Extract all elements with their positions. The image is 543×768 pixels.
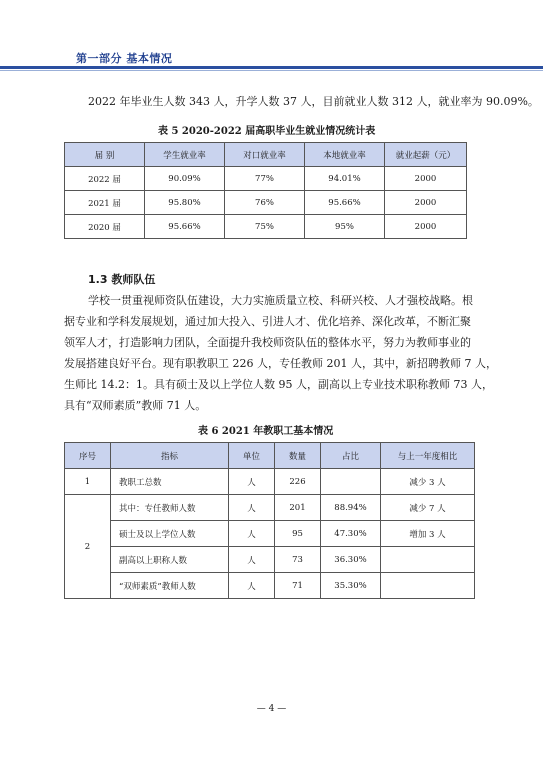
table-cell: 增加 3 人 [381, 521, 475, 547]
table-cell: 35.30% [321, 573, 381, 599]
table6-header-cell: 与上一年度相比 [381, 443, 475, 469]
table-cell: 2020 届 [65, 215, 145, 239]
table-cell: 2022 届 [65, 167, 145, 191]
table6-header-cell: 指标 [111, 443, 229, 469]
table5-header-cell: 就业起薪（元） [385, 143, 467, 167]
table-cell: 人 [229, 495, 275, 521]
table-cell: 36.30% [321, 547, 381, 573]
paragraph-line: 据专业和学科发展规划，通过加大投入、引进人才、优化培养、深化改革，不断汇聚 [64, 315, 471, 328]
intro-text: 2022 年毕业生人数 343 人，升学人数 37 人，目前就业人数 312 人，就业率为 90.09%。 [88, 95, 539, 108]
table-cell: 73 [275, 547, 321, 573]
page-header [0, 0, 543, 72]
table-row [65, 167, 467, 191]
table-cell [381, 573, 475, 599]
table-cell: 2000 [385, 191, 467, 215]
header-rule-thin [0, 70, 543, 71]
table6-header-cell: 单位 [229, 443, 275, 469]
table-cell: 90.09% [145, 167, 225, 191]
table-cell: 95% [305, 215, 385, 239]
paragraph-line: 发展搭建良好平台。现有职教职工 226 人，专任教师 201 人，其中，新招聘教师 7 人， [64, 357, 497, 370]
table-cell: 人 [229, 469, 275, 495]
table6-header-cell: 占比 [321, 443, 381, 469]
table-row [65, 191, 467, 215]
table-row [65, 547, 475, 573]
table-row [65, 215, 467, 239]
table-cell: 76% [225, 191, 305, 215]
header-title: 第一部分 基本情况 [76, 52, 173, 65]
table-cell: 77% [225, 167, 305, 191]
table-cell: 75% [225, 215, 305, 239]
table-cell: 其中：专任教师人数 [111, 495, 229, 521]
table-row [65, 469, 475, 495]
table6-header-cell: 序号 [65, 443, 111, 469]
paragraph-line: 学校一贯重视师资队伍建设，大力实施质量立校、科研兴校、人才强校战略。根 [88, 294, 473, 307]
table6-caption: 表 6 2021 年教职工基本情况 [198, 426, 334, 437]
table-cell: 副高以上职称人数 [111, 547, 229, 573]
table6 [64, 442, 475, 599]
table5-header-cell: 本地就业率 [305, 143, 385, 167]
table-cell: 减少 7 人 [381, 495, 475, 521]
table-row [65, 573, 475, 599]
table5-header-cell: 届 别 [65, 143, 145, 167]
table-cell: 人 [229, 521, 275, 547]
table6-header-cell: 数量 [275, 443, 321, 469]
table-row [65, 495, 475, 521]
table5-header-cell: 学生就业率 [145, 143, 225, 167]
table-cell: 95.80% [145, 191, 225, 215]
table-cell: 教职工总数 [111, 469, 229, 495]
table-cell: “双师素质”教师人数 [111, 573, 229, 599]
table-cell: 减少 3 人 [381, 469, 475, 495]
table-cell: 226 [275, 469, 321, 495]
table-cell: 95.66% [145, 215, 225, 239]
table-cell: 2000 [385, 167, 467, 191]
table5 [64, 142, 467, 239]
table5-caption: 表 5 2020-2022 届高职毕业生就业情况统计表 [158, 126, 376, 137]
table-cell: 71 [275, 573, 321, 599]
table-cell: 硕士及以上学位人数 [111, 521, 229, 547]
paragraph-line: 生师比 14.2：1。具有硕士及以上学位人数 95 人，副高以上专业技术职称教师 73 人， [64, 378, 493, 391]
table-cell [321, 469, 381, 495]
table-cell: 95.66% [305, 191, 385, 215]
table-cell: 2021 届 [65, 191, 145, 215]
table-cell: 2000 [385, 215, 467, 239]
table-cell: 人 [229, 573, 275, 599]
table-cell: 47.30% [321, 521, 381, 547]
table-cell: 2 [65, 495, 111, 599]
table-cell: 人 [229, 547, 275, 573]
table-cell: 95 [275, 521, 321, 547]
header-rule [0, 66, 543, 69]
table-cell: 201 [275, 495, 321, 521]
table5-header-row [65, 143, 467, 167]
section-title: 1.3 教师队伍 [88, 273, 156, 286]
table-cell: 1 [65, 469, 111, 495]
table-cell: 94.01% [305, 167, 385, 191]
table6-header-row [65, 443, 475, 469]
table-row [65, 521, 475, 547]
table-cell [381, 547, 475, 573]
paragraph-line: 具有“双师素质”教师 71 人。 [64, 399, 207, 412]
page-number: — 4 — [256, 704, 287, 714]
table-cell: 88.94% [321, 495, 381, 521]
table5-header-cell: 对口就业率 [225, 143, 305, 167]
paragraph-line: 领军人才，打造影响力团队，全面提升我校师资队伍的整体水平，努力为教师事业的 [64, 336, 471, 349]
